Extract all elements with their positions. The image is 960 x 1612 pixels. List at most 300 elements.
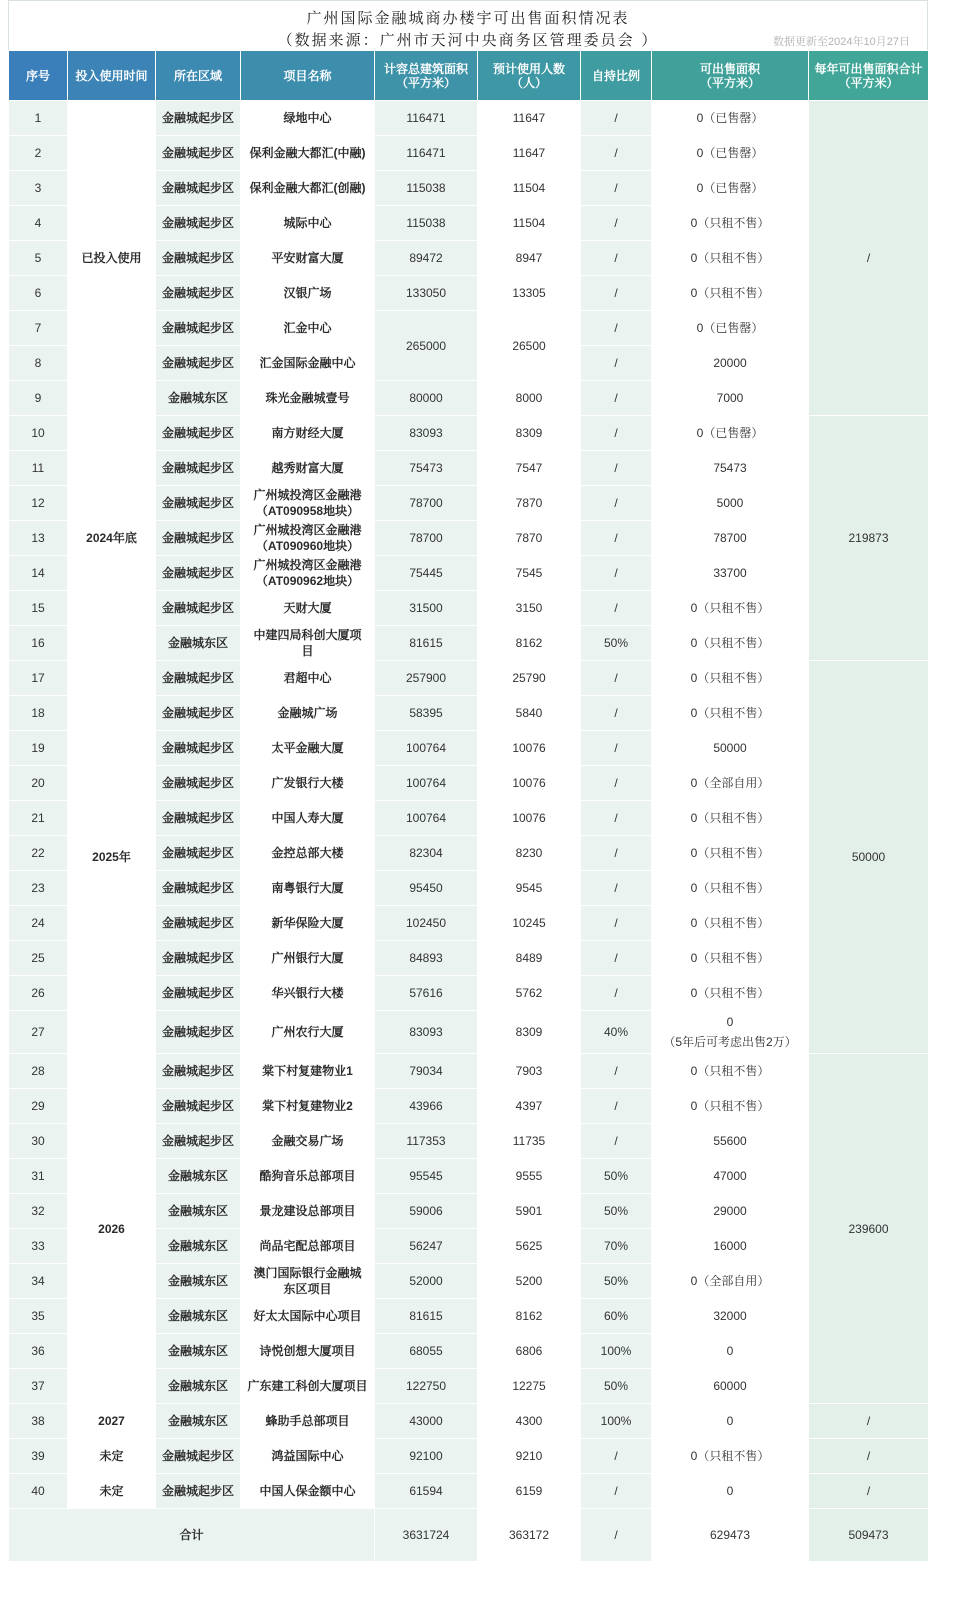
people-cell: 11647	[478, 101, 581, 136]
col-header-label: 可出售面积	[699, 61, 760, 76]
row-number: 3	[9, 171, 68, 206]
project-name-cell: 城际中心	[241, 206, 375, 241]
area-cell: 金融城东区	[156, 1264, 241, 1299]
saleable-area-cell: 0（全部自用）	[652, 766, 809, 801]
people-cell: 12275	[478, 1369, 581, 1404]
row-number: 11	[9, 451, 68, 486]
area-cell: 金融城起步区	[156, 416, 241, 451]
gfa-cell: 115038	[375, 171, 478, 206]
area-cell: 金融城起步区	[156, 451, 241, 486]
area-cell: 金融城起步区	[156, 801, 241, 836]
self-hold-cell: /	[581, 241, 652, 276]
people-cell: 9545	[478, 871, 581, 906]
gfa-cell: 58395	[375, 696, 478, 731]
area-cell: 金融城东区	[156, 1159, 241, 1194]
people-cell: 5762	[478, 976, 581, 1011]
self-hold-cell: /	[581, 1439, 652, 1474]
row-number: 20	[9, 766, 68, 801]
gfa-cell: 95450	[375, 871, 478, 906]
saleable-area-cell: 0（只租不售）	[652, 1089, 809, 1124]
self-hold-cell: 40%	[581, 1011, 652, 1054]
annual-total-cell: /	[809, 1474, 929, 1509]
project-name-cell: 棠下村复建物业1	[241, 1054, 375, 1089]
self-hold-cell: /	[581, 696, 652, 731]
gfa-cell: 265000	[375, 311, 478, 381]
self-hold-cell: 70%	[581, 1229, 652, 1264]
saleable-area-cell: 0（已售罄）	[652, 311, 809, 346]
project-name-cell: 汇金国际金融中心	[241, 346, 375, 381]
gfa-cell: 56247	[375, 1229, 478, 1264]
self-hold-cell: /	[581, 661, 652, 696]
saleable-area-cell: 0（只租不售）	[652, 836, 809, 871]
area-cell: 金融城起步区	[156, 346, 241, 381]
project-name-cell: 中国人保金额中心	[241, 1474, 375, 1509]
row-number: 14	[9, 556, 68, 591]
project-name-cell: 广州城投湾区金融港 （AT090958地块）	[241, 486, 375, 521]
project-name-cell: 澳门国际银行金融城 东区项目	[241, 1264, 375, 1299]
self-hold-cell: /	[581, 101, 652, 136]
people-cell: 10076	[478, 801, 581, 836]
period-cell: 2026	[68, 1054, 156, 1404]
area-cell: 金融城东区	[156, 1334, 241, 1369]
self-hold-cell: 50%	[581, 626, 652, 661]
row-number: 22	[9, 836, 68, 871]
area-cell: 金融城起步区	[156, 1124, 241, 1159]
row-number: 24	[9, 906, 68, 941]
self-hold-cell: /	[581, 906, 652, 941]
row-number: 39	[9, 1439, 68, 1474]
project-name-cell: 新华保险大厦	[241, 906, 375, 941]
row-number: 16	[9, 626, 68, 661]
area-cell: 金融城起步区	[156, 1089, 241, 1124]
people-cell: 25790	[478, 661, 581, 696]
gfa-cell: 81615	[375, 1299, 478, 1334]
saleable-area-cell: 0（只租不售）	[652, 206, 809, 241]
gfa-cell: 83093	[375, 1011, 478, 1054]
saleable-area-cell: 78700	[652, 521, 809, 556]
col-header-saleable-area	[652, 51, 809, 101]
people-cell: 5901	[478, 1194, 581, 1229]
period-cell: 2027	[68, 1404, 156, 1439]
people-cell: 7870	[478, 486, 581, 521]
area-cell: 金融城东区	[156, 1299, 241, 1334]
saleable-area-cell: 0（只租不售）	[652, 906, 809, 941]
people-cell: 8162	[478, 1299, 581, 1334]
row-number: 19	[9, 731, 68, 766]
gfa-cell: 92100	[375, 1439, 478, 1474]
project-name-cell: 天财大厦	[241, 591, 375, 626]
gfa-cell: 82304	[375, 836, 478, 871]
self-hold-cell: /	[581, 836, 652, 871]
saleable-area-cell: 0	[652, 1334, 809, 1369]
saleable-area-cell: 0（只租不售）	[652, 941, 809, 976]
project-name-cell: 越秀财富大厦	[241, 451, 375, 486]
saleable-area-cell: 0（只租不售）	[652, 241, 809, 276]
col-header-unit: （平方米）	[395, 75, 456, 90]
gfa-cell: 100764	[375, 731, 478, 766]
row-number: 33	[9, 1229, 68, 1264]
people-cell: 6159	[478, 1474, 581, 1509]
table-header	[9, 51, 929, 101]
self-hold-cell: /	[581, 766, 652, 801]
row-number: 12	[9, 486, 68, 521]
saleable-area-cell: 33700	[652, 556, 809, 591]
col-header-label: 投入使用时间	[75, 68, 148, 83]
total-annual-total: 509473	[809, 1509, 929, 1562]
area-cell: 金融城起步区	[156, 731, 241, 766]
people-cell: 11504	[478, 206, 581, 241]
self-hold-cell: /	[581, 311, 652, 346]
gfa-cell: 78700	[375, 486, 478, 521]
saleable-area-cell: 0（只租不售）	[652, 591, 809, 626]
gfa-cell: 95545	[375, 1159, 478, 1194]
row-number: 30	[9, 1124, 68, 1159]
project-name-cell: 珠光金融城壹号	[241, 381, 375, 416]
project-name-cell: 华兴银行大楼	[241, 976, 375, 1011]
saleable-area-cell: 0（只租不售）	[652, 696, 809, 731]
people-cell: 10245	[478, 906, 581, 941]
project-name-cell: 尚品宅配总部项目	[241, 1229, 375, 1264]
annual-total-cell: /	[809, 1439, 929, 1474]
row-number: 5	[9, 241, 68, 276]
annual-total-cell: 50000	[809, 661, 929, 1054]
row-number: 18	[9, 696, 68, 731]
self-hold-cell: /	[581, 136, 652, 171]
self-hold-cell: /	[581, 206, 652, 241]
col-header-self-hold	[581, 51, 652, 101]
area-cell: 金融城起步区	[156, 136, 241, 171]
self-hold-cell: 100%	[581, 1334, 652, 1369]
gfa-cell: 61594	[375, 1474, 478, 1509]
project-name-cell: 太平金融大厦	[241, 731, 375, 766]
gfa-cell: 79034	[375, 1054, 478, 1089]
people-cell: 6806	[478, 1334, 581, 1369]
saleable-area-cell: 0（只租不售）	[652, 276, 809, 311]
saleable-area-cell: 16000	[652, 1229, 809, 1264]
row-number: 36	[9, 1334, 68, 1369]
gfa-cell: 100764	[375, 766, 478, 801]
self-hold-cell: /	[581, 731, 652, 766]
self-hold-cell: /	[581, 591, 652, 626]
project-name-cell: 广东建工科创大厦项目	[241, 1369, 375, 1404]
people-cell: 3150	[478, 591, 581, 626]
annual-total-cell: /	[809, 101, 929, 416]
col-header-label: 所在区域	[173, 68, 222, 83]
self-hold-cell: /	[581, 276, 652, 311]
col-header-area	[156, 51, 241, 101]
gfa-cell: 80000	[375, 381, 478, 416]
project-name-cell: 广发银行大楼	[241, 766, 375, 801]
self-hold-cell: /	[581, 556, 652, 591]
area-cell: 金融城东区	[156, 1369, 241, 1404]
annual-total-cell: 219873	[809, 416, 929, 661]
total-label: 合计	[9, 1509, 375, 1562]
row-number: 25	[9, 941, 68, 976]
people-cell: 7903	[478, 1054, 581, 1089]
area-cell: 金融城起步区	[156, 906, 241, 941]
saleable-area-cell: 0（只租不售）	[652, 1054, 809, 1089]
people-cell: 8947	[478, 241, 581, 276]
people-cell: 8309	[478, 416, 581, 451]
self-hold-cell: /	[581, 1124, 652, 1159]
self-hold-cell: /	[581, 1474, 652, 1509]
saleable-area-cell: 0（只租不售）	[652, 801, 809, 836]
self-hold-cell: /	[581, 1054, 652, 1089]
col-header-label: 每年可出售面积合计	[814, 61, 923, 76]
saleable-area-cell: 55600	[652, 1124, 809, 1159]
self-hold-cell: 50%	[581, 1369, 652, 1404]
gfa-cell: 81615	[375, 626, 478, 661]
col-header-label: 预计使用人数	[492, 61, 565, 76]
area-cell: 金融城起步区	[156, 276, 241, 311]
gfa-cell: 102450	[375, 906, 478, 941]
gfa-cell: 117353	[375, 1124, 478, 1159]
header-row	[9, 51, 929, 101]
area-cell: 金融城起步区	[156, 696, 241, 731]
col-header-unit: （平方米）	[699, 75, 760, 90]
row-number: 29	[9, 1089, 68, 1124]
area-cell: 金融城起步区	[156, 171, 241, 206]
people-cell: 11735	[478, 1124, 581, 1159]
people-cell: 9210	[478, 1439, 581, 1474]
project-name-cell: 汉银广场	[241, 276, 375, 311]
people-cell: 11504	[478, 171, 581, 206]
row-number: 32	[9, 1194, 68, 1229]
people-cell: 7870	[478, 521, 581, 556]
saleable-area-cell: 0	[652, 1474, 809, 1509]
sale-area-table	[8, 50, 929, 1562]
area-cell: 金融城起步区	[156, 556, 241, 591]
table-row	[9, 1474, 929, 1509]
col-header-label: 项目名称	[283, 68, 332, 83]
saleable-area-cell: 0（只租不售）	[652, 1439, 809, 1474]
self-hold-cell: 50%	[581, 1264, 652, 1299]
saleable-area-cell: 0（已售罄）	[652, 416, 809, 451]
self-hold-cell: /	[581, 1089, 652, 1124]
table-row	[9, 101, 929, 136]
saleable-area-cell: 0（只租不售）	[652, 871, 809, 906]
row-number: 17	[9, 661, 68, 696]
people-cell: 8309	[478, 1011, 581, 1054]
row-number: 4	[9, 206, 68, 241]
col-header-label: 序号	[25, 68, 50, 83]
gfa-cell: 78700	[375, 521, 478, 556]
total-row	[9, 1509, 929, 1562]
col-header-label: 自持比例	[591, 68, 640, 83]
annual-total-cell: /	[809, 1404, 929, 1439]
project-name-cell: 好太太国际中心项目	[241, 1299, 375, 1334]
gfa-cell: 31500	[375, 591, 478, 626]
self-hold-cell: /	[581, 801, 652, 836]
gfa-cell: 59006	[375, 1194, 478, 1229]
self-hold-cell: /	[581, 871, 652, 906]
area-cell: 金融城起步区	[156, 521, 241, 556]
project-name-cell: 南粤银行大厦	[241, 871, 375, 906]
row-number: 23	[9, 871, 68, 906]
project-name-cell: 绿地中心	[241, 101, 375, 136]
area-cell: 金融城起步区	[156, 976, 241, 1011]
period-cell: 已投入使用	[68, 101, 156, 416]
gfa-cell: 116471	[375, 101, 478, 136]
area-cell: 金融城起步区	[156, 101, 241, 136]
people-cell: 4397	[478, 1089, 581, 1124]
project-name-cell: 平安财富大厦	[241, 241, 375, 276]
area-cell: 金融城起步区	[156, 1054, 241, 1089]
gfa-cell: 75473	[375, 451, 478, 486]
area-cell: 金融城东区	[156, 1404, 241, 1439]
saleable-area-cell: 20000	[652, 346, 809, 381]
self-hold-cell: /	[581, 416, 652, 451]
row-number: 1	[9, 101, 68, 136]
area-cell: 金融城起步区	[156, 941, 241, 976]
gfa-cell: 83093	[375, 416, 478, 451]
people-cell: 8000	[478, 381, 581, 416]
row-number: 13	[9, 521, 68, 556]
title-block	[8, 0, 928, 50]
period-cell: 未定	[68, 1474, 156, 1509]
saleable-area-cell: 60000	[652, 1369, 809, 1404]
col-header-unit: （平方米）	[838, 75, 899, 90]
row-number: 35	[9, 1299, 68, 1334]
table-body	[9, 101, 929, 1509]
table-row	[9, 1439, 929, 1474]
saleable-area-cell: 75473	[652, 451, 809, 486]
col-header-label: 计容总建筑面积	[383, 61, 468, 76]
project-name-cell: 诗悦创想大厦项目	[241, 1334, 375, 1369]
gfa-cell: 57616	[375, 976, 478, 1011]
area-cell: 金融城起步区	[156, 836, 241, 871]
col-header-project	[241, 51, 375, 101]
self-hold-cell: 50%	[581, 1159, 652, 1194]
saleable-area-cell: 0（已售罄）	[652, 101, 809, 136]
row-number: 8	[9, 346, 68, 381]
area-cell: 金融城东区	[156, 381, 241, 416]
gfa-cell: 257900	[375, 661, 478, 696]
self-hold-cell: 50%	[581, 1194, 652, 1229]
gfa-cell: 115038	[375, 206, 478, 241]
project-name-cell: 君超中心	[241, 661, 375, 696]
total-gfa: 3631724	[375, 1509, 478, 1562]
people-cell: 7545	[478, 556, 581, 591]
row-number: 26	[9, 976, 68, 1011]
project-name-cell: 保利金融大都汇(中融)	[241, 136, 375, 171]
row-number: 6	[9, 276, 68, 311]
update-date: 数据更新至2024年10月27日	[773, 36, 910, 48]
col-header-annual-total	[809, 51, 929, 101]
gfa-cell: 43000	[375, 1404, 478, 1439]
self-hold-cell: /	[581, 486, 652, 521]
project-name-cell: 酷狗音乐总部项目	[241, 1159, 375, 1194]
row-number: 40	[9, 1474, 68, 1509]
area-cell: 金融城起步区	[156, 1439, 241, 1474]
row-number: 28	[9, 1054, 68, 1089]
project-name-cell: 景龙建设总部项目	[241, 1194, 375, 1229]
self-hold-cell: /	[581, 521, 652, 556]
saleable-area-cell: 29000	[652, 1194, 809, 1229]
self-hold-cell: /	[581, 381, 652, 416]
saleable-area-cell: 47000	[652, 1159, 809, 1194]
area-cell: 金融城起步区	[156, 871, 241, 906]
saleable-area-cell: 0 （5年后可考虑出售2万）	[652, 1011, 809, 1054]
self-hold-cell: /	[581, 171, 652, 206]
project-name-cell: 南方财经大厦	[241, 416, 375, 451]
gfa-cell: 68055	[375, 1334, 478, 1369]
saleable-area-cell: 32000	[652, 1299, 809, 1334]
row-number: 38	[9, 1404, 68, 1439]
gfa-cell: 133050	[375, 276, 478, 311]
sale-area-sheet	[8, 0, 928, 1562]
project-name-cell: 广州城投湾区金融港 （AT090960地块）	[241, 521, 375, 556]
annual-total-cell: 239600	[809, 1054, 929, 1404]
people-cell: 26500	[478, 311, 581, 381]
people-cell: 10076	[478, 731, 581, 766]
area-cell: 金融城起步区	[156, 486, 241, 521]
period-cell: 2024年底	[68, 416, 156, 661]
area-cell: 金融城起步区	[156, 1474, 241, 1509]
project-name-cell: 广州农行大厦	[241, 1011, 375, 1054]
gfa-cell: 116471	[375, 136, 478, 171]
gfa-cell: 52000	[375, 1264, 478, 1299]
project-name-cell: 鸿益国际中心	[241, 1439, 375, 1474]
table-row	[9, 1054, 929, 1089]
gfa-cell: 75445	[375, 556, 478, 591]
area-cell: 金融城东区	[156, 1194, 241, 1229]
data-source-note: （数据来源：广州市天河中央商务区管理委员会 ）	[277, 31, 659, 49]
people-cell: 9555	[478, 1159, 581, 1194]
row-number: 34	[9, 1264, 68, 1299]
col-header-no	[9, 51, 68, 101]
project-name-cell: 中建四局科创大厦项 目	[241, 626, 375, 661]
row-number: 2	[9, 136, 68, 171]
saleable-area-cell: 0（已售罄）	[652, 171, 809, 206]
people-cell: 4300	[478, 1404, 581, 1439]
row-number: 9	[9, 381, 68, 416]
saleable-area-cell: 0（只租不售）	[652, 976, 809, 1011]
col-header-period	[68, 51, 156, 101]
saleable-area-cell: 0（只租不售）	[652, 626, 809, 661]
area-cell: 金融城起步区	[156, 591, 241, 626]
people-cell: 8230	[478, 836, 581, 871]
row-number: 10	[9, 416, 68, 451]
total-people: 363172	[478, 1509, 581, 1562]
people-cell: 11647	[478, 136, 581, 171]
table-row	[9, 661, 929, 696]
self-hold-cell: 100%	[581, 1404, 652, 1439]
people-cell: 8162	[478, 626, 581, 661]
area-cell: 金融城起步区	[156, 241, 241, 276]
project-name-cell: 棠下村复建物业2	[241, 1089, 375, 1124]
row-number: 15	[9, 591, 68, 626]
row-number: 27	[9, 1011, 68, 1054]
project-name-cell: 广州城投湾区金融港 （AT090962地块）	[241, 556, 375, 591]
gfa-cell: 100764	[375, 801, 478, 836]
row-number: 7	[9, 311, 68, 346]
row-number: 21	[9, 801, 68, 836]
area-cell: 金融城起步区	[156, 661, 241, 696]
project-name-cell: 金融城广场	[241, 696, 375, 731]
people-cell: 5625	[478, 1229, 581, 1264]
total-saleable-area: 629473	[652, 1509, 809, 1562]
area-cell: 金融城起步区	[156, 766, 241, 801]
table-row	[9, 1404, 929, 1439]
period-cell: 未定	[68, 1439, 156, 1474]
col-header-gfa	[375, 51, 478, 101]
self-hold-cell: /	[581, 451, 652, 486]
saleable-area-cell: 50000	[652, 731, 809, 766]
row-number: 31	[9, 1159, 68, 1194]
saleable-area-cell: 0（全部自用）	[652, 1264, 809, 1299]
saleable-area-cell: 0（只租不售）	[652, 661, 809, 696]
